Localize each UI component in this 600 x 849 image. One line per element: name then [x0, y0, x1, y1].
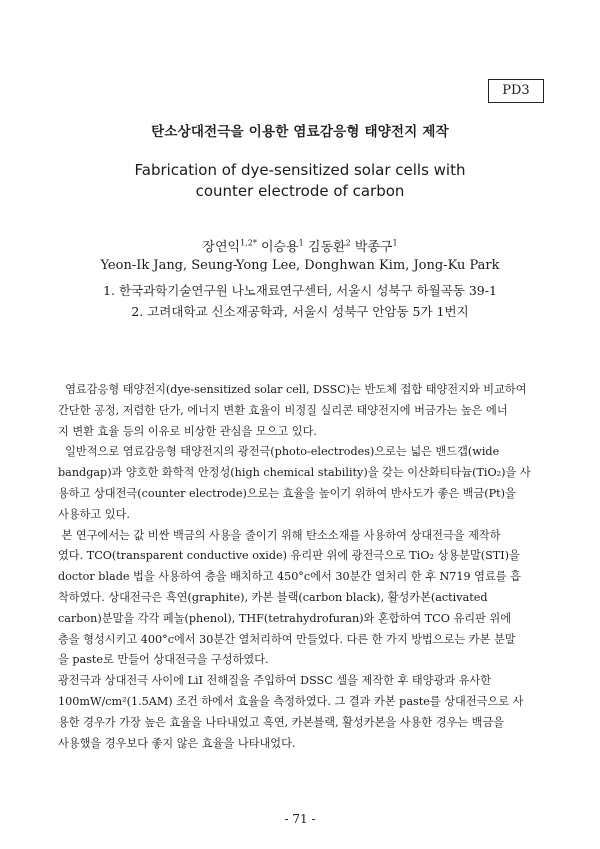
author-affiliation-mark: 1,2* — [240, 238, 257, 248]
author-name: 박종구 — [354, 240, 393, 255]
paper-code-box: PD3 — [488, 79, 544, 103]
body-line: 염료감응형 태양전지(dye-sensitized solar cell, DSSC)는 반도체 접합 태양전지와 비교하여 — [58, 383, 527, 396]
title-english-line-2: counter electrode of carbon — [195, 182, 405, 200]
body-line: 착하였다. 상대전극은 흑연(graphite), 카본 블랙(carbon black), 활성카본(activated — [58, 590, 488, 604]
body-line: doctor blade 법을 사용하여 층을 배치하고 450°c에서 30분간 열처리 한 후 N719 염료를 흡 — [58, 570, 521, 584]
body-line: 층을 형성시키고 400°c에서 30분간 열처리하여 만들었다. 다른 한 가지 방법으로는 카본 분말 — [58, 632, 516, 646]
body-line: 용한 경우가 가장 높은 효율을 나타내었고 흑연, 카본블랙, 활성카본을 사용한 경우는 백금을 — [58, 715, 505, 729]
author-affiliation-mark: 1 — [298, 238, 304, 248]
author-affiliation-mark: 1 — [392, 238, 398, 248]
author-name: 김동환 — [307, 240, 346, 255]
author-affiliation-mark: 2 — [345, 238, 351, 248]
abstract-body — [58, 380, 542, 754]
body-line: 였다. TCO(transparent conductive oxide) 유리판 위에 광전극으로 TiO₂ 상용분말(STI)을 — [58, 549, 520, 563]
affiliation-2: 2. 고려대학교 신소재공학과, 서울시 성북구 안암동 5가 1번지 — [131, 304, 469, 319]
body-line: 사용했을 경우보다 좋지 않은 효율을 나타내었다. — [58, 736, 296, 750]
authors-english: Yeon-Ik Jang, Seung-Yong Lee, Donghwan Kim, Jong-Ku Park — [100, 258, 500, 273]
authors-korean — [0, 236, 600, 255]
body-line: 간단한 공정, 저렴한 단가, 에너지 변환 효율이 비정질 실리콘 태양전지에 버금가는 높은 에너 — [58, 403, 508, 417]
body-line: 100mW/cm²(1.5AM) 조건 하에서 효율을 측정하였다. 그 결과 카본 paste를 상대전극으로 사 — [58, 694, 524, 708]
body-line: bandgap)과 양호한 화학적 안정성(high chemical stability)을 갖는 이산화티타늄(TiO₂)을 사 — [58, 466, 531, 480]
title-english-line-1: Fabrication of dye-sensitized solar cells with — [134, 161, 466, 179]
affiliation-1: 1. 한국과학기술연구원 나노재료연구센터, 서울시 성북구 하월곡동 39-1 — [103, 283, 497, 298]
author-name: 이승용 — [260, 240, 299, 255]
page-number: - 71 - — [284, 812, 316, 826]
title-english — [0, 160, 600, 202]
title-korean: 탄소상대전극을 이용한 염료감응형 태양전지 제작 — [151, 124, 449, 140]
body-line: 광전극과 상대전극 사이에 LiI 전해질을 주입하여 DSSC 셀을 제작한 후 태양광과 유사한 — [58, 674, 492, 688]
body-line: 사용하고 있다. — [58, 507, 130, 521]
body-line: carbon)분말을 각각 페놀(phenol), THF(tetrahydrofuran)와 혼합하여 TCO 유리판 위에 — [58, 611, 512, 625]
body-line: 을 paste로 만들어 상대전극을 구성하였다. — [58, 653, 269, 667]
body-line: 일반적으로 염료감응형 태양전지의 광전극(photo-electrodes)으로는 넓은 밴드갭(wide — [58, 445, 500, 459]
author-name: 장연익 — [202, 240, 241, 255]
body-line: 지 변환 효율 등의 이유로 비상한 관심을 모으고 있다. — [58, 424, 317, 438]
body-line: 본 연구에서는 값 비싼 백금의 사용을 줄이기 위해 탄소소재를 사용하여 상대전극을 제작하 — [58, 528, 501, 542]
body-line: 용하고 상대전극(counter electrode)으로는 효율을 높이기 위하여 반사도가 좋은 백금(Pt)을 — [58, 486, 516, 500]
